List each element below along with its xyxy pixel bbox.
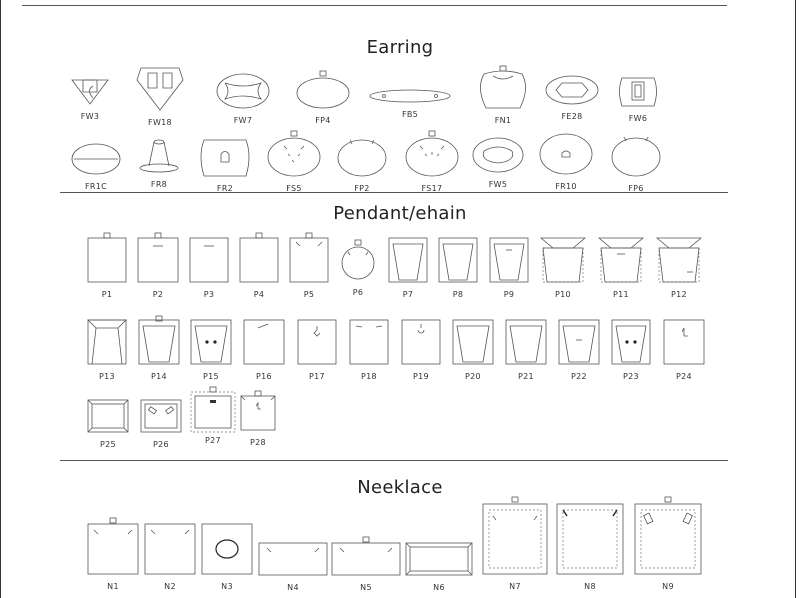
shape-p27 [195,396,231,428]
label-n7: N7 [509,582,521,591]
label-p11: P11 [613,290,629,299]
label-p21: P21 [518,372,534,381]
item-p13 [88,320,126,381]
item-n2 [145,524,195,591]
label-p8: P8 [452,290,464,299]
item-p6 [341,242,375,297]
item-p18 [350,320,388,381]
label-fr8: FR8 [150,180,168,189]
item-p3 [190,238,228,299]
item-n5 [332,543,400,592]
item-p20 [453,320,493,381]
shape-n9 [635,504,701,574]
item-p2 [138,238,178,299]
shape-p8 [439,238,477,282]
item-n9 [635,504,701,591]
item-n7 [483,504,547,591]
label-p6: P6 [352,288,364,297]
shape-fp6 [612,132,660,176]
label-p25: P25 [100,440,116,449]
shape-fw6 [619,76,657,106]
shape-p24 [664,320,704,364]
shape-fn1 [478,68,528,108]
shape-p3 [190,238,228,282]
shape-n2 [145,524,195,574]
shape-p12 [657,238,701,282]
item-p7 [389,238,427,299]
item-p5 [290,238,328,299]
shape-p22 [559,320,599,364]
frame-left-border [0,0,1,598]
label-n5: N5 [360,583,372,592]
label-fw3: FW3 [80,112,100,121]
label-p7: P7 [402,290,414,299]
item-n8 [557,504,623,591]
divider-pendant-necklace [60,460,728,461]
item-fw7 [217,74,269,125]
shape-p14 [139,320,179,364]
label-fr10: FR10 [555,182,577,191]
label-n9: N9 [662,582,674,591]
shape-fs5 [268,132,320,176]
shape-p1 [88,238,126,282]
label-fb5: FB5 [401,110,419,119]
shape-n3 [202,524,252,574]
shape-p10 [541,238,585,282]
label-fp2: FP2 [354,184,370,193]
item-fe28 [546,76,598,121]
item-fn1 [478,68,528,125]
shape-p18 [350,320,388,364]
label-n1: N1 [107,582,119,591]
shape-fr1c [72,144,120,174]
item-p22 [559,320,599,381]
item-p1 [88,238,126,299]
item-fw5 [473,138,523,189]
item-p23 [612,320,650,381]
label-fw7: FW7 [233,116,253,125]
shape-p26 [141,400,181,432]
label-fw5: FW5 [488,180,508,189]
shape-p20 [453,320,493,364]
label-p19: P19 [413,372,429,381]
shape-p4 [240,238,278,282]
shape-n1 [88,524,138,574]
item-fw18 [137,68,183,127]
label-p4: P4 [253,290,265,299]
label-p3: P3 [203,290,215,299]
shape-n8 [557,504,623,574]
item-p15 [191,320,231,381]
section-title-earring: Earring [366,37,434,58]
shape-fp2 [338,134,386,176]
item-fr2 [200,136,250,193]
label-fr2: FR2 [216,184,234,193]
shape-p16 [244,320,284,364]
item-fs17 [406,132,458,193]
shape-fr8 [140,136,178,172]
item-fw6 [619,76,657,123]
item-p10 [541,238,585,299]
item-p25 [88,400,128,449]
item-fp6 [612,132,660,193]
shape-p28 [241,396,275,430]
label-p14: P14 [151,372,167,381]
label-n4: N4 [287,583,299,592]
label-p16: P16 [256,372,272,381]
top-divider [22,5,727,6]
shape-p19 [402,320,440,364]
label-fp6: FP6 [628,184,644,193]
label-fp4: FP4 [315,116,331,125]
item-p24 [664,320,704,381]
shape-fe28 [546,76,598,104]
item-p11 [599,238,643,299]
shape-fw5 [473,138,523,172]
label-p5: P5 [303,290,315,299]
label-fe28: FE28 [561,112,583,121]
item-p28 [241,396,275,447]
item-p14 [139,320,179,381]
shape-p7 [389,238,427,282]
section-title-pendant: Pendant/ehain [333,203,467,224]
item-p21 [506,320,546,381]
shape-p15 [191,320,231,364]
shape-p2 [138,238,178,282]
item-p27 [195,396,231,445]
item-n6 [406,543,472,592]
label-p13: P13 [99,372,115,381]
shape-fw7 [217,74,269,108]
label-fs5: FS5 [286,184,302,193]
label-fw6: FW6 [628,114,648,123]
shape-fs17 [406,132,458,176]
item-fb5 [370,90,450,119]
shape-fb5 [370,90,450,102]
item-p12 [657,238,701,299]
shape-fw18 [137,68,183,110]
item-p26 [141,400,181,449]
shape-fr2 [200,136,250,176]
item-fr1c [72,144,120,191]
shape-p6 [341,242,375,280]
item-fp4 [297,72,349,125]
label-p28: P28 [250,438,266,447]
label-p17: P17 [309,372,325,381]
label-fw18: FW18 [148,118,172,127]
shape-p17 [298,320,336,364]
item-p16 [244,320,284,381]
label-fr1c: FR1C [84,182,108,191]
item-fr8 [140,136,178,189]
label-n6: N6 [433,583,445,592]
label-fs17: FS17 [421,184,443,193]
label-p27: P27 [205,436,221,445]
shape-fw3 [72,76,108,104]
label-fn1: FN1 [494,116,512,125]
label-p22: P22 [571,372,587,381]
shape-p9 [490,238,528,282]
label-n8: N8 [584,582,596,591]
label-n3: N3 [221,582,233,591]
item-fs5 [268,132,320,193]
shape-p23 [612,320,650,364]
shape-n6 [406,543,472,575]
frame-right-border [795,0,796,598]
item-p4 [240,238,278,299]
item-n3 [202,524,252,591]
label-p15: P15 [203,372,219,381]
shape-fr10 [540,134,592,174]
label-p2: P2 [152,290,164,299]
label-p26: P26 [153,440,169,449]
label-p12: P12 [671,290,687,299]
shape-p5 [290,238,328,282]
shape-p11 [599,238,643,282]
item-n1 [88,524,138,591]
label-p1: P1 [101,290,113,299]
label-p24: P24 [676,372,692,381]
shape-n7 [483,504,547,574]
section-title-necklace: Neeklace [357,477,443,498]
label-p20: P20 [465,372,481,381]
item-fp2 [338,134,386,193]
shape-n4 [259,543,327,575]
label-p9: P9 [503,290,515,299]
label-p10: P10 [555,290,571,299]
item-fw3 [72,76,108,121]
shape-p21 [506,320,546,364]
item-n4 [259,543,327,592]
item-p17 [298,320,336,381]
item-p19 [402,320,440,381]
shape-p25 [88,400,128,432]
label-n2: N2 [164,582,176,591]
item-fr10 [540,134,592,191]
label-p23: P23 [623,372,639,381]
shape-n5 [332,543,400,575]
label-p18: P18 [361,372,377,381]
shape-p13 [88,320,126,364]
shape-fp4 [297,72,349,108]
item-p8 [439,238,477,299]
item-p9 [490,238,528,299]
